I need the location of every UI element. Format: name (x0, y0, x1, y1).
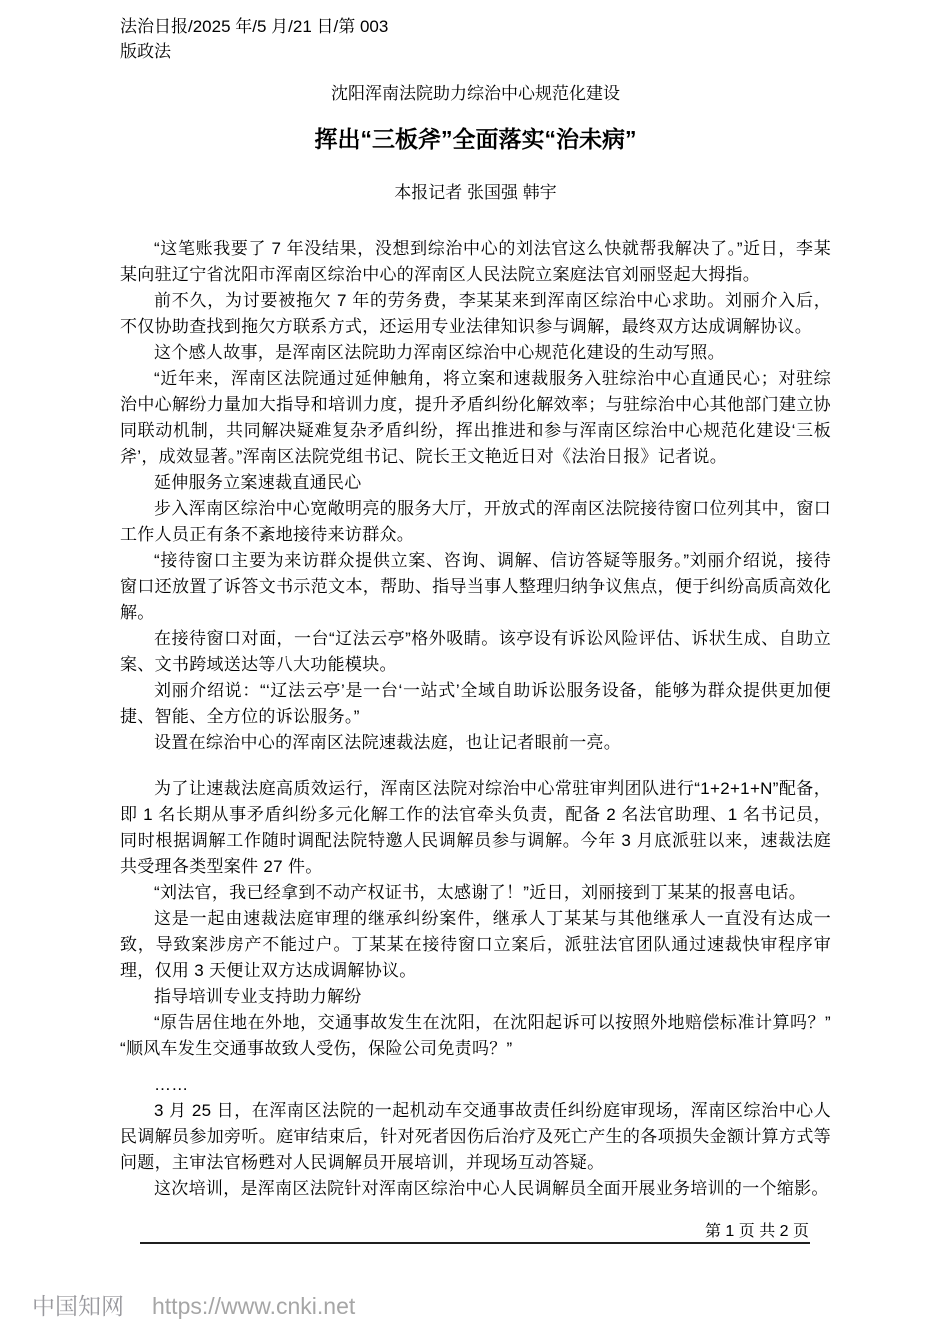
publication-info-line2: 版政法 (120, 42, 171, 61)
article-body (120, 236, 831, 1202)
paragraph: “近年来，浑南区法院通过延伸触角，将立案和速裁服务入驻综治中心直通民心；对驻综治中心解纷力量加大指导和培训力度，提升矛盾纠纷化解效率；与驻综治中心其他部门建立协同联动机制，共同解决疑难复杂矛盾纠纷，挥出推进和参与浑南区综治中心规范化建设‘三板斧’，成效显著。”浑南区法院党组书记、院长王文艳近日对《法治日报》记者说。 (120, 369, 831, 466)
article-byline: 本报记者 张国强 韩宇 (394, 183, 557, 202)
paragraph: 为了让速裁法庭高质效运行，浑南区法院对综治中心常驻审判团队进行“1+2+1+N”配备，即 1 名长期从事矛盾纠纷多元化解工作的法官牵头负责，配备 2 名法官助理、1 名书记员，同时根据调解工作随时调配法院特邀人民调解员参与调解。今年 3 月底派驻以来，速裁法庭共受理各类型案件 27 件。 (120, 779, 831, 876)
paragraph: 刘丽介绍说：“‘辽法云亭’是一台‘一站式’全域自助诉讼服务设备，能够为群众提供更加便捷、智能、全方位的诉讼服务。” (120, 681, 831, 726)
paragraph: 这次培训，是浑南区法院针对浑南区综治中心人民调解员全面开展业务培训的一个缩影。 (154, 1179, 829, 1198)
paragraph: 这是一起由速裁法庭审理的继承纠纷案件，继承人丁某某与其他继承人一直没有达成一致，导致案涉房产不能过户。丁某某在接待窗口立案后，派驻法官团队通过速裁快审程序审理，仅用 3 天便让双方达成调解协议。 (120, 909, 831, 980)
paragraph: 3 月 25 日，在浑南区法院的一起机动车交通事故责任纠纷庭审现场，浑南区综治中心人民调解员参加旁听。庭审结束后，针对死者因伤后治疗及死亡产生的各项损失金额计算方式等问题，主审法官杨甦对人民调解员开展培训，并现场互动答疑。 (120, 1101, 831, 1172)
article-title: 挥出“三板斧”全面落实“治未病” (314, 126, 637, 152)
article (120, 84, 831, 1244)
paragraph: 步入浑南区综治中心宽敞明亮的服务大厅，开放式的浑南区法院接待窗口位列其中，窗口工作人员正有条不紊地接待来访群众。 (120, 499, 831, 544)
publication-info-line1: 法治日报/2025 年/5 月/21 日/第 003 (120, 17, 389, 36)
paragraph: 前不久，为讨要被拖欠 7 年的劳务费，李某某来到浑南区综治中心求助。刘丽介入后，不仅协助查找到拖欠方联系方式，还运用专业法律知识参与调解，最终双方达成调解协议。 (120, 291, 831, 336)
paragraph: “刘法官，我已经拿到不动产权证书，太感谢了！”近日，刘丽接到丁某某的报喜电话。 (154, 883, 807, 902)
section-heading: 延伸服务立案速裁直通民心 (154, 473, 362, 492)
cnki-watermark: 中国知网 (32, 1293, 124, 1319)
paragraph: “这笔账我要了 7 年没结果，没想到综治中心的刘法官这么快就帮我解决了。”近日，李某某向驻辽宁省沈阳市浑南区综治中心的浑南区人民法院立案庭法官刘丽竖起大拇指。 (120, 239, 831, 284)
paragraph: …… (154, 1075, 189, 1094)
paragraph: “接待窗口主要为来访群众提供立案、咨询、调解、信访答疑等服务。”刘丽介绍说，接待窗口还放置了诉答文书示范文本，帮助、指导当事人整理归纳争议焦点，便于纠纷高质高效化解。 (120, 551, 831, 622)
paragraph: “原告居住地在外地，交通事故发生在沈阳，在沈阳起诉可以按照外地赔偿标准计算吗？”“顺风车发生交通事故致人受伤，保险公司免责吗？” (120, 1013, 831, 1058)
paragraph: 这个感人故事，是浑南区法院助力浑南区综治中心规范化建设的生动写照。 (154, 343, 725, 362)
article-supertitle: 沈阳浑南法院助力综治中心规范化建设 (331, 84, 620, 103)
publication-info (120, 14, 388, 64)
footer-divider (140, 1242, 810, 1244)
paragraph: 在接待窗口对面，一台“辽法云亭”格外吸睛。该亭设有诉讼风险评估、诉状生成、自助立案、文书跨域送达等八大功能模块。 (120, 629, 831, 674)
cnki-footer (32, 1288, 355, 1321)
section-heading: 指导培训专业支持助力解纷 (154, 987, 362, 1006)
page-number: 第 1 页 共 2 页 (704, 1223, 809, 1240)
cnki-url: https://www.cnki.net (152, 1293, 356, 1319)
paragraph: 设置在综治中心的浑南区法院速裁法庭，也让记者眼前一亮。 (154, 733, 622, 752)
